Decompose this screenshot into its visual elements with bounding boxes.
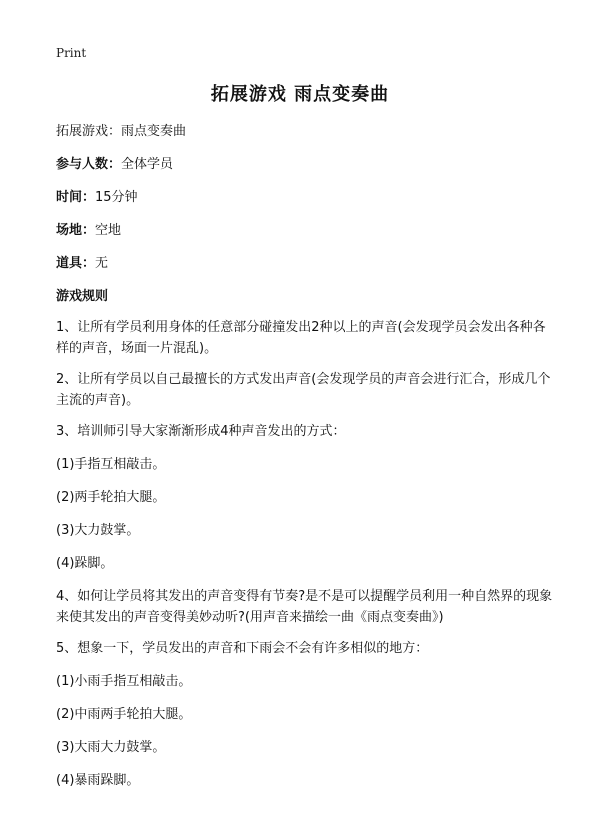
page-title: 拓展游戏 雨点变奏曲 xyxy=(210,84,390,105)
rules-heading: 游戏规则 xyxy=(56,289,109,304)
participants-row xyxy=(56,154,556,175)
props-row xyxy=(56,253,556,274)
step5-item: (3)大雨大力鼓掌。 xyxy=(56,740,166,755)
rule-step-1: 1、让所有学员利用身体的任意部分碰撞发出2种以上的声音(会发现学员会发出各种各样的声音，场面一片混乱)。 xyxy=(56,320,546,356)
time-value: 15分钟 xyxy=(95,190,138,205)
rule-step-3: 3、培训师引导大家渐渐形成4种声音发出的方式： xyxy=(56,424,346,439)
participants-value: 全体学员 xyxy=(121,157,174,172)
step3-item: (4)跺脚。 xyxy=(56,556,114,571)
venue-label: 场地： xyxy=(56,223,96,238)
venue-value: 空地 xyxy=(95,223,122,238)
rule-step-4: 4、如何让学员将其发出的声音变得有节奏?是不是可以提醒学员利用一种自然界的现象来使其发出的声音变得美妙动听?(用声音来描绘一曲《雨点变奏曲》) xyxy=(56,589,553,625)
time-label: 时间： xyxy=(56,190,96,205)
print-link[interactable]: Print xyxy=(56,46,87,60)
time-row xyxy=(56,187,556,208)
step5-item: (4)暴雨跺脚。 xyxy=(56,773,140,788)
rule-step-5: 5、想象一下，学员发出的声音和下雨会不会有许多相似的地方： xyxy=(56,641,429,656)
step5-item: (1)小雨手指互相敲击。 xyxy=(56,674,192,689)
participants-label: 参与人数： xyxy=(56,157,122,172)
rule-step-2: 2、让所有学员以自己最擅长的方式发出声音(会发现学员的声音会进行汇合，形成几个主流的声音)。 xyxy=(56,372,551,408)
step3-item: (1)手指互相敲击。 xyxy=(56,457,166,472)
document-body xyxy=(56,121,556,803)
step3-item: (2)两手轮拍大腿。 xyxy=(56,490,166,505)
props-label: 道具： xyxy=(56,256,96,271)
venue-row xyxy=(56,220,556,241)
step5-item: (2)中雨两手轮拍大腿。 xyxy=(56,707,192,722)
props-value: 无 xyxy=(95,256,109,271)
game-name: 拓展游戏：雨点变奏曲 xyxy=(56,124,187,139)
step3-item: (3)大力鼓掌。 xyxy=(56,523,140,538)
